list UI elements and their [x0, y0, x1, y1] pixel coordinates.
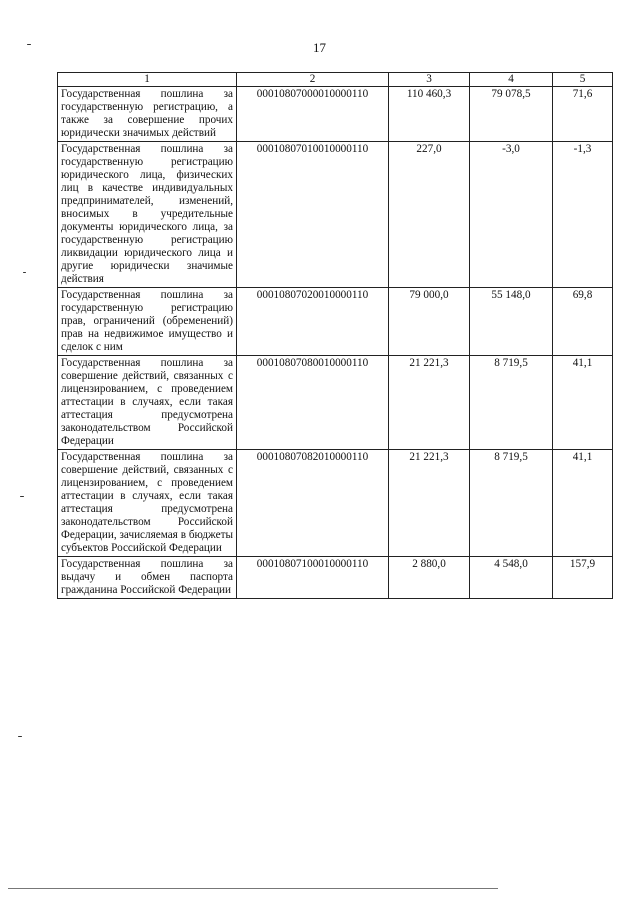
row-value-col5: 157,9 [553, 557, 613, 599]
table-row [58, 356, 613, 450]
row-value-col3: 110 460,3 [389, 87, 470, 142]
row-value-col5: 41,1 [553, 450, 613, 557]
scan-mark [23, 272, 26, 273]
row-value-col4: 55 148,0 [470, 288, 553, 356]
row-description: Государственная пошлина за государственную регистрацию, а также за совершение прочих юридически значимых действий [58, 87, 237, 142]
row-value-col4: 4 548,0 [470, 557, 553, 599]
row-value-col3: 79 000,0 [389, 288, 470, 356]
row-description: Государственная пошлина за совершение действий, связанных с лицензированием, с проведением аттестации в случаях, если такая аттестация предусмотрена законодательством Российской Федерации [58, 356, 237, 450]
row-code: 00010807080010000110 [237, 356, 389, 450]
row-value-col4: 8 719,5 [470, 450, 553, 557]
row-code: 00010807082010000110 [237, 450, 389, 557]
row-value-col4: 79 078,5 [470, 87, 553, 142]
table-row [58, 142, 613, 288]
budget-table [57, 72, 613, 599]
table-row [58, 450, 613, 557]
header-col-1: 1 [58, 73, 237, 87]
row-code: 00010807020010000110 [237, 288, 389, 356]
row-value-col3: 2 880,0 [389, 557, 470, 599]
scan-mark [27, 44, 31, 45]
row-code: 00010807000010000110 [237, 87, 389, 142]
scan-mark [20, 496, 24, 497]
header-col-4: 4 [470, 73, 553, 87]
table-row [58, 288, 613, 356]
scan-mark [18, 736, 22, 737]
row-value-col5: 41,1 [553, 356, 613, 450]
table-row [58, 87, 613, 142]
header-col-3: 3 [389, 73, 470, 87]
row-value-col3: 21 221,3 [389, 450, 470, 557]
row-value-col5: -1,3 [553, 142, 613, 288]
row-value-col5: 71,6 [553, 87, 613, 142]
table-row [58, 557, 613, 599]
row-value-col3: 21 221,3 [389, 356, 470, 450]
row-value-col4: 8 719,5 [470, 356, 553, 450]
row-value-col5: 69,8 [553, 288, 613, 356]
page-number: 17 [313, 40, 326, 55]
header-col-2: 2 [237, 73, 389, 87]
scan-bottom-rule [8, 888, 498, 889]
table-header-row [58, 73, 613, 87]
row-description: Государственная пошлина за государственную регистрацию прав, ограничений (обременений) прав на недвижимое имущество и сделок с ним [58, 288, 237, 356]
row-value-col4: -3,0 [470, 142, 553, 288]
row-description: Государственная пошлина за выдачу и обмен паспорта гражданина Российской Федерации [58, 557, 237, 599]
row-value-col3: 227,0 [389, 142, 470, 288]
row-description: Государственная пошлина за совершение действий, связанных с лицензированием, с проведением аттестации в случаях, если такая аттестация предусмотрена законодательством Российской Федерации, зачисляемая в бюджеты субъектов Российской Федерации [58, 450, 237, 557]
header-col-5: 5 [553, 73, 613, 87]
row-code: 00010807010010000110 [237, 142, 389, 288]
row-code: 00010807100010000110 [237, 557, 389, 599]
row-description: Государственная пошлина за государственную регистрацию юридического лица, физических лиц в качестве индивидуальных предпринимателей, изменений, вносимых в учредительные документы юридического лица, за государственную регистрацию ликвидации юридического лица и другие юридически значимые действия [58, 142, 237, 288]
